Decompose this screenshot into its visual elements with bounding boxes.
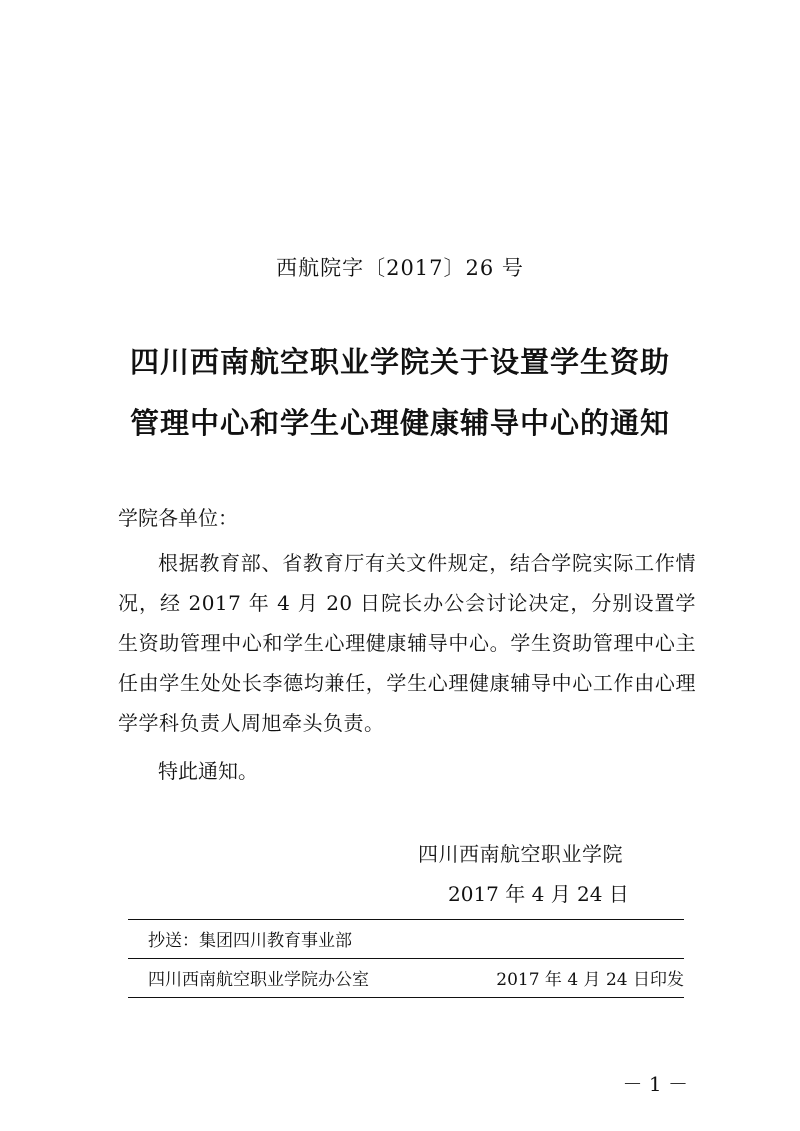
signature-organization: 四川西南航空职业学院 [418, 842, 623, 866]
footer-middle-rule [128, 958, 684, 959]
footer-bottom-rule [128, 997, 684, 998]
document-title-line-1: 四川西南航空职业学院关于设置学生资助 [129, 345, 670, 379]
closing-text: 特此通知。 [158, 759, 258, 783]
cc-line: 抄送：集团四川教育事业部 [148, 931, 352, 951]
issuing-office: 四川西南航空职业学院办公室 [148, 970, 369, 990]
document-title-line-2: 管理中心和学生心理健康辅导中心的通知 [129, 406, 670, 440]
page-number: － 1 － [622, 1072, 688, 1096]
body-paragraph: 根据教育部、省教育厅有关文件规定，结合学院实际工作情况，经 2017 年 4 月 20 日院长办公会讨论决定，分别设置学生资助管理中心和学生心理健康辅导中心。学生资助管理中心主任由学生处处长李德均兼任，学生心理健康辅导中心工作由心理学学科负责人周旭牵头负责。 [118, 551, 696, 735]
issue-date: 2017 年 4 月 24 日印发 [496, 970, 684, 990]
salutation: 学院各单位： [118, 506, 238, 530]
signature-date: 2017 年 4 月 24 日 [448, 882, 629, 906]
footer-top-rule [128, 919, 684, 920]
document-number: 西航院字〔2017〕26 号 [276, 256, 524, 280]
